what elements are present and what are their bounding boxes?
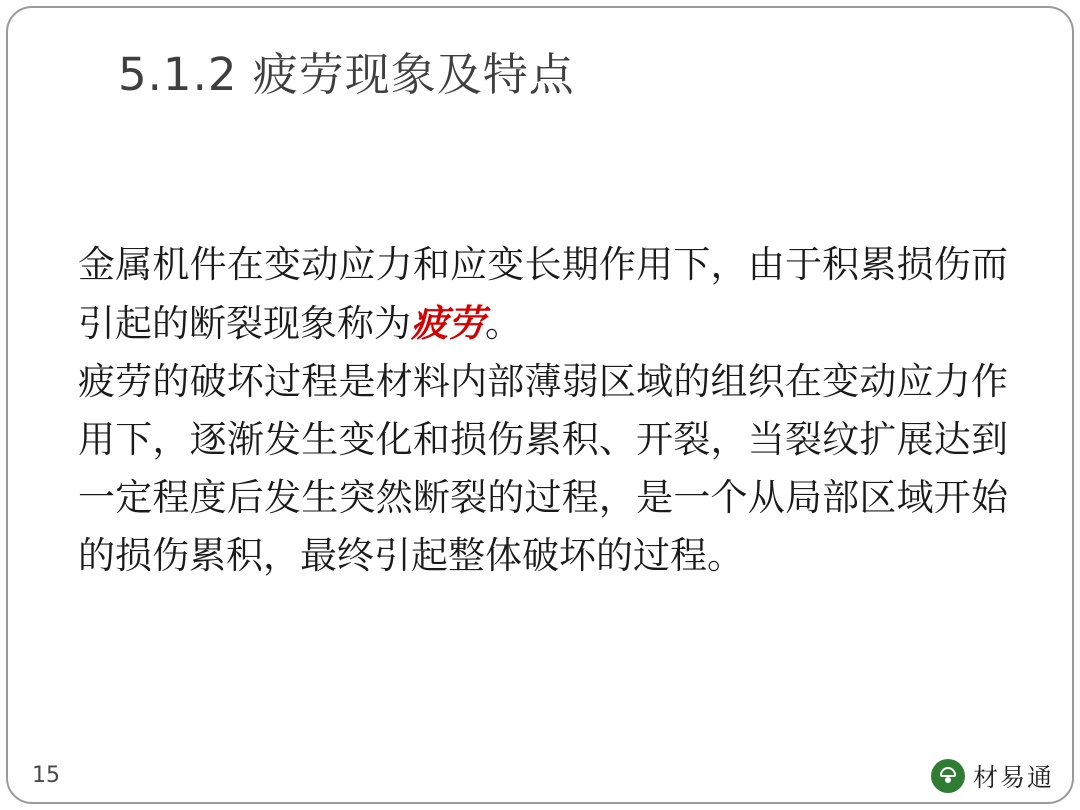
page-number: 15 [32, 763, 60, 788]
paragraph-1 [78, 236, 1008, 353]
wechat-account-icon [931, 759, 965, 793]
page-title: 5.1.2 疲劳现象及特点 [118, 48, 575, 101]
keyword-highlight: 疲劳 [411, 301, 485, 345]
slide-body [78, 236, 1008, 585]
paragraph-1-text-before: 金属机件在变动应力和应变长期作用下，由于积累损伤而引起的断裂现象称为 [78, 243, 1008, 345]
paragraph-1-text-after: 。 [485, 302, 522, 345]
paragraph-2-text: 疲劳的破坏过程是材料内部薄弱区域的组织在变动应力作用下，逐渐发生变化和损伤累积、开裂，当裂纹扩展达到一定程度后发生突然断裂的过程，是一个从局部区域开始的损伤累积，最终引起整体破坏的过程。 [78, 360, 1008, 577]
paragraph-2 [78, 353, 1008, 585]
watermark-logo [931, 758, 1054, 794]
logo-label: 材易通 [972, 763, 1054, 792]
